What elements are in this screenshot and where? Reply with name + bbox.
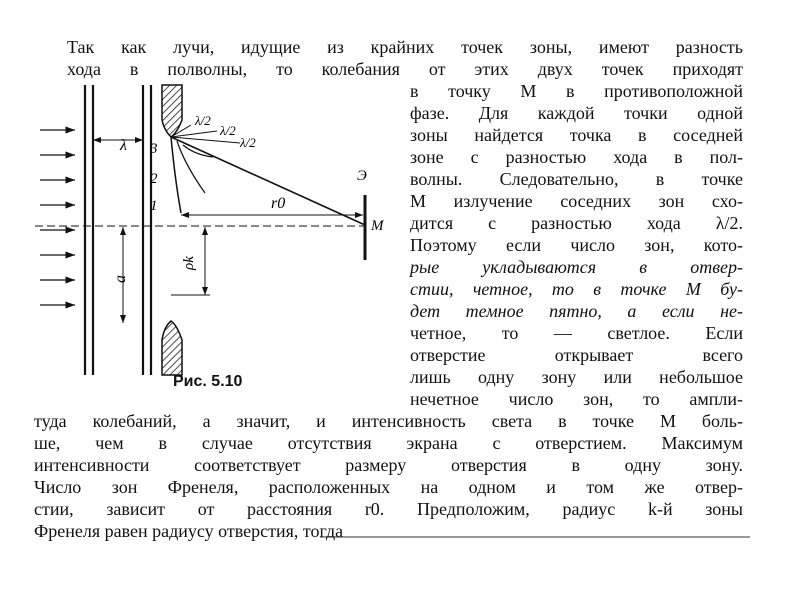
text-line: Число зон Френеля, расположенных на одном и том же отвер- [34,477,743,497]
text-line: Поэтому если число зон, кото- [410,235,743,255]
text-line: туда колебаний, а значит, и интенсивность света в точке M боль- [34,411,743,431]
text-line: Так как лучи, идущие из крайних точек зоны, имеют разность [67,37,743,57]
text-line: зоне с разностью хода в пол- [410,147,743,167]
text-line: интенсивности соответствует размеру отверстия в одну зону. [34,455,743,475]
text-line: дится с разностью хода λ/2. [410,213,743,233]
zone-1-label: 1 [150,198,158,214]
screen-top-part [162,85,182,137]
lambda-label: λ [120,137,127,154]
text-line: четное, то — светлое. Если [410,323,743,343]
text-line: отверстие открывает всего [410,345,743,365]
point-M-label: M [371,218,384,234]
figure-caption: Рис. 5.10 [173,373,243,390]
zone-2-label: 2 [150,171,158,187]
text-line: лишь одну зону или небольшое [410,367,743,387]
half-lambda-3: λ/2 [240,135,256,150]
text-line: дет темное пятно, а если не- [410,301,743,321]
text-line: ше, чем в случае отсутствия экрана с отверстием. Максимум [34,433,743,453]
rho-k-label: ρk [181,256,197,270]
half-lambda-1: λ/2 [195,113,211,128]
wavefronts [85,85,151,375]
screen-label: Э [357,168,367,184]
screen-bottom-part [162,321,182,375]
half-lambda-2: λ/2 [220,123,236,138]
cutoff-formula [320,532,750,540]
text-line: стии, четное, то в точке M бу- [410,279,743,299]
text-line: в точку M в противоположной [410,81,743,101]
text-line: фазе. Для каждой точки одной [410,103,743,123]
text-line: зоны найдется точка в соседней [410,125,743,145]
incident-light-arrows [40,130,75,305]
aperture-label: a [112,275,129,283]
zone-3-label: 3 [150,141,158,157]
text-line: волны. Следовательно, в точке [410,169,743,189]
text-line: хода в полволны, то колебания от этих двух точек приходят [67,59,743,79]
text-line: нечетное число зон, то ампли- [410,389,743,409]
figure-5-10 [35,85,384,375]
text-line: Френеля равен радиусу отверстия, тогда [34,521,344,541]
text-line: M излучение соседних зон схо- [410,191,743,211]
text-line: стии, зависит от расстояния r0. Предположим, радиус k-й зоны [34,499,743,519]
text-line: рые укладываются в отвер- [410,257,743,277]
r0-label: r0 [271,195,286,212]
